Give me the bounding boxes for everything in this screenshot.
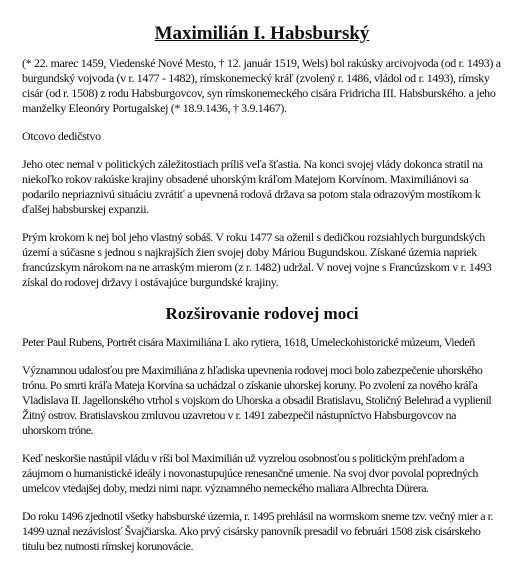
intro-paragraph: (* 22. marec 1459, Viedenské Nové Mesto, † 12. január 1519, Wels) bol rakúsky arcivojvoda (od r. 1493) a burgundský vojvoda (v r. 1477 - 1482), rímskonemecký kráľ (zvolený r. 1486, vládol od r. 1493), rímsky cisár (od r. 1508) z rodu Habsburgovcov, syn rímskonemeckého cisára Fridricha III. Habsburského. a jeho manželky Eleonóry Portugalskej (* 18.9.1436, † 3.9.1467).: [22, 56, 501, 115]
section-heading-rodova-moc: Rozširovanie rodovej moci: [165, 304, 359, 323]
paragraph-hungarian-throne: Významnou udalosťou pre Maximiliána z hľadiska upevnenia rodovej moci bolo zabezpečenie uhorského trónu. Po smrti kráľa Mateja Korvína sa uchádzal o získanie uhorskej koruny. Po zvolení za nového kráľa Vladislava II. Jagellonského vtrhol s vojskom do Uhorska a obsadil Bratislavu, Stoličný Belehrad a vyplienil Žitný ostrov. Bratislavskou zmluvou uzavretou v r. 1491 zabezpečil nástupníctvo Habsburgovcov na uhorskom tróne.: [22, 363, 492, 437]
paragraph-unification: Do roku 1496 zjednotil všetky habsburské územia, r. 1495 prehlásil na wormskom sneme tzv. večný mier a r. 1499 uznal nezávislosť Švajčiarska. Ako prvý cisársky panovník presadil vo februári 1508 zisk cisárskeho titulu bez nutnosti rímskej korunovácie.: [22, 509, 493, 553]
paragraph-father: Jeho otec nemal v politických záležitostiach príliš veľa šťastia. Na konci svojej vlády dokonca stratil na niekoľko rokov rakúske krajiny obsadené uhorským kráľom Matejom Korvínom. Maximiliánovi sa podarilo nepriaznivú situáciu zvrátiť a upevnená rodová država sa potom stala odrazovým mostíkom k ďalšej habsburskej expanzii.: [22, 157, 483, 216]
image-caption: Peter Paul Rubens, Portrét cisára Maximiliána I. ako rytiera, 1618, Umeleckohistorické múzeum, Viedeň: [22, 335, 475, 349]
document-title: Maximilián I. Habsburský: [154, 23, 370, 44]
document-page: [22, 22, 502, 567]
paragraph-marriage: Prým krokom k nej bol jeho vlastný sobáš. V roku 1477 sa oženil s dedičkou rozsiahlych burgundských území a súčasne s jednou s najkrajších žien svojej doby Máriou Bugundskou. Získané územia napriek francúzskym nárokom na ne arraským mierom (z r. 1482) udržal. V novej vojne s Francúzskom v r. 1493 získal do rodovej državy i ostávajúce burgundské krajiny.: [22, 230, 492, 289]
section-label-otcovo-dedicstvo: Otcovo dedičstvo: [22, 129, 101, 143]
paragraph-humanism: Keď neskoršie nastúpil vládu v ríši bol Maximilián už vyzrelou osobnosťou s politickým prehľadom a záujmom o humanistické ideály i novonastupujúce renesančné umenie. Na svoj dvor povolal popredných umelcov vtedajšej doby, medzi nimi napr. významného nemeckého maliara Albrechta Dürera.: [22, 451, 478, 495]
